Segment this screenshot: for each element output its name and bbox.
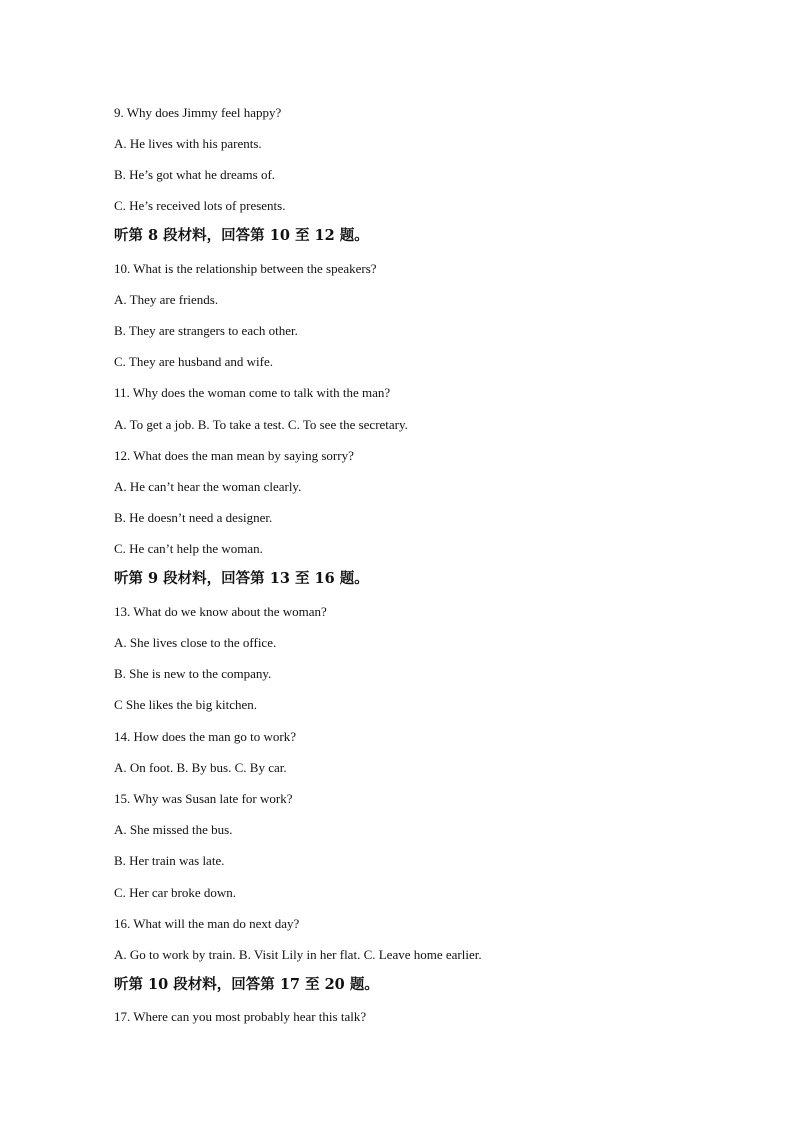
option-10c: C. They are husband and wife. [114,354,273,369]
option-12a: A. He can’t hear the woman clearly. [114,479,302,494]
option-15b: B. Her train was late. [114,853,225,868]
section-heading-10: 听第 10 段材料，回答第 17 至 20 题。 [114,976,379,993]
question-14: 14. How does the man go to work? [114,729,296,744]
options-11: A. To get a job. B. To take a test. C. To see the secretary. [114,417,408,432]
section-heading-9: 听第 9 段材料，回答第 13 至 16 题。 [114,570,369,587]
question-10: 10. What is the relationship between the speakers? [114,261,377,276]
question-16: 16. What will the man do next day? [114,916,300,931]
question-12: 12. What does the man mean by saying sorry? [114,448,354,463]
option-9b: B. He’s got what he dreams of. [114,167,276,182]
question-11: 11. Why does the woman come to talk with the man? [114,385,391,400]
options-14: A. On foot. B. By bus. C. By car. [114,760,287,775]
option-13a: A. She lives close to the office. [114,635,277,650]
question-15: 15. Why was Susan late for work? [114,791,293,806]
question-9: 9. Why does Jimmy feel happy? [114,105,282,120]
option-12c: C. He can’t help the woman. [114,541,263,556]
option-15a: A. She missed the bus. [114,822,233,837]
question-13: 13. What do we know about the woman? [114,604,327,619]
option-15c: C. Her car broke down. [114,885,237,900]
option-9a: A. He lives with his parents. [114,136,262,151]
option-10a: A. They are friends. [114,292,219,307]
option-13b: B. She is new to the company. [114,666,272,681]
options-16: A. Go to work by train. B. Visit Lily in her flat. C. Leave home earlier. [114,947,482,962]
option-9c: C. He’s received lots of presents. [114,198,286,213]
question-17: 17. Where can you most probably hear this talk? [114,1009,367,1024]
option-13c: C She likes the big kitchen. [114,697,257,712]
section-heading-8: 听第 8 段材料，回答第 10 至 12 题。 [114,227,369,244]
option-10b: B. They are strangers to each other. [114,323,298,338]
option-12b: B. He doesn’t need a designer. [114,510,273,525]
